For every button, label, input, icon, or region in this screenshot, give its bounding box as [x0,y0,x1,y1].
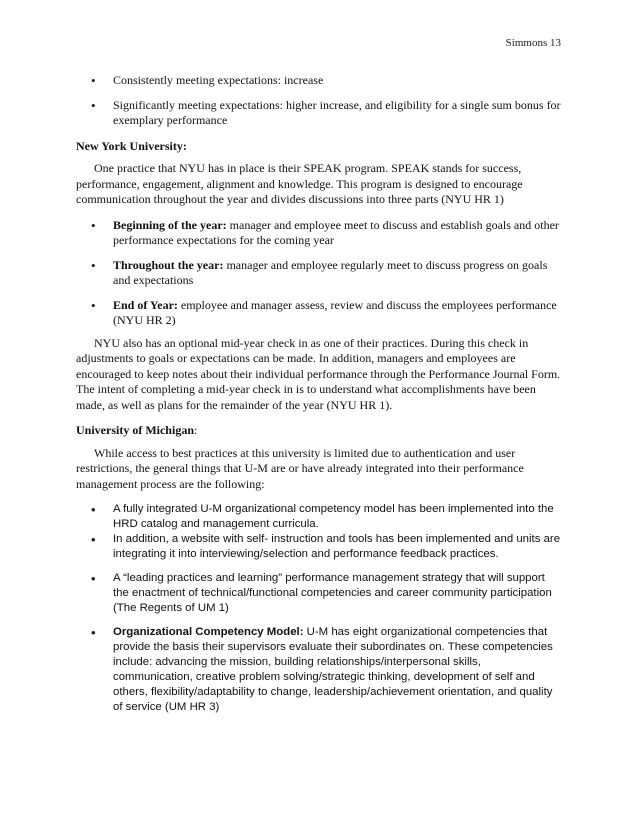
list-item-text: Consistently meeting expectations: increase [113,73,324,87]
um-heading-colon: : [194,423,198,437]
list-item-label: Beginning of the year: [113,217,227,232]
list-item [76,571,562,616]
intro-bullet-list [76,73,562,129]
nyu-bullet-list [76,218,562,329]
list-item-label: End of Year: [113,297,178,312]
nyu-paragraph-2: NYU also has an optional mid-year check in as one of their practices. During this check in adjustments to goals or expectations can be made. In addition, managers and employees are encouraged to keep notes about their individual performance through the Performance Journal Form. The intent of completing a mid-year check in is to understand what accomplishments have been made, as well as plans for the remainder of the year (NYU HR 1). [76,335,561,412]
bullet-icon: • [91,257,96,273]
list-item-text: manager and employee regularly meet to discuss progress on goals and expectations [113,257,548,287]
list-item [76,258,562,289]
list-item [76,502,562,532]
page-header: Simmons 13 [505,37,561,49]
list-item [76,218,562,249]
list-item [76,625,562,715]
um-bullet-list [76,502,562,715]
list-item [76,98,562,129]
bullet-icon: • [91,97,96,113]
nyu-heading: New York University: [76,138,187,153]
nyu-paragraph-1: One practice that NYU has in place is their SPEAK program. SPEAK stands for success, performance, engagement, alignment and knowledge. This program is designed to encourage communication throughout the year and divides discussions into three parts (NYU HR 1) [76,161,523,206]
list-item-label: Throughout the year: [113,257,224,272]
bullet-icon: • [91,571,96,586]
bullet-icon: • [91,532,96,547]
list-item-label: Organizational Competency Model: [113,626,304,638]
um-paragraph-1: While access to best practices at this university is limited due to authentication and user restrictions, the general things that U-M are or have already integrated into their performance management process are the following: [76,445,524,491]
bullet-icon: • [91,502,96,517]
list-item-text: U-M has eight organizational competencies that provide the basis their supervisors evaluate their subordinates on. These competencies include: advancing the mission, building relationships/interpersonal skills, communication, creative problem solving/strategic thinking, development of self and others, flexibility/adaptability to change, leadership/achievement orientation, and quality of service (UM HR 3) [113,626,553,713]
list-item-text: Significantly meeting expectations: higher increase, and eligibility for a single sum bonus for exemplary performance [113,97,561,127]
um-heading [76,423,562,439]
list-item-text: A fully integrated U-M organizational competency model has been implemented into the HRD catalog and management curricula. [113,503,554,530]
bullet-icon: • [91,73,96,88]
page-content [76,73,562,715]
bullet-icon: • [91,297,96,313]
list-item [76,73,562,89]
bullet-icon: • [91,625,96,640]
um-heading-text: University of Michigan [76,423,194,437]
list-item-text: A “leading practices and learning” performance management strategy that will support the enactment of technical/functional competencies and career community participation (The Regents of UM 1) [113,572,552,614]
list-item [76,298,562,329]
list-item [76,532,562,562]
list-item-text: manager and employee meet to discuss and establish goals and other performance expectations for the coming year [113,217,559,247]
bullet-icon: • [91,217,96,233]
list-item-text: employee and manager assess, review and discuss the employees performance (NYU HR 2) [113,297,557,327]
list-item-text: In addition, a website with self- instruction and tools has been implemented and units are integrating it into interviewing/selection and performance feedback practices. [113,533,561,560]
